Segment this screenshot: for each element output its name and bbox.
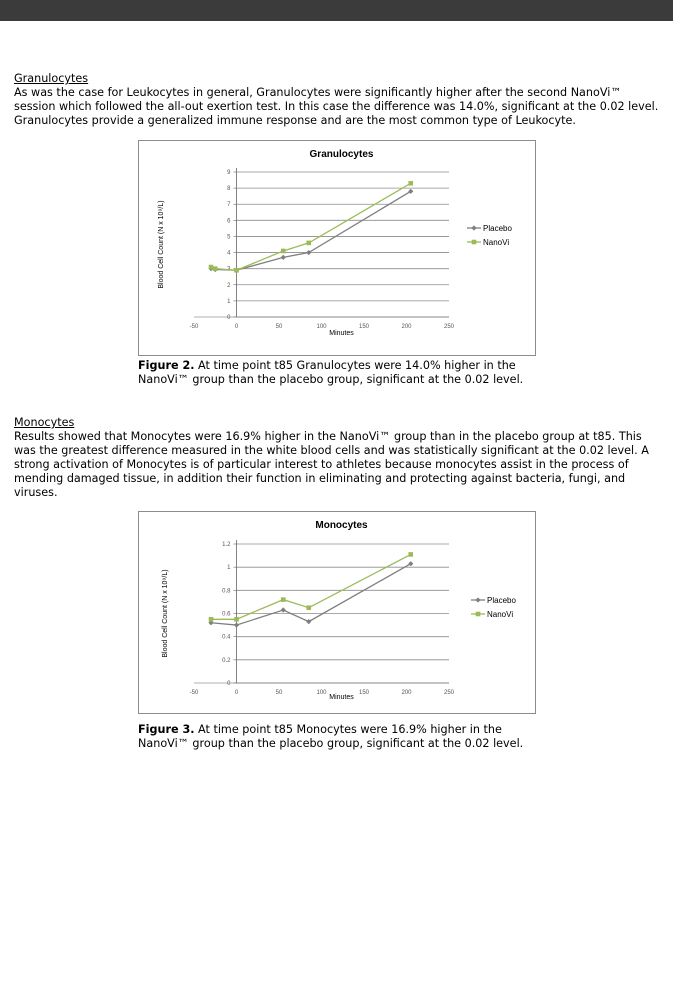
chart-title: Granulocytes bbox=[309, 149, 374, 160]
y-tick-label: 9 bbox=[227, 170, 231, 176]
granulocytes-chart bbox=[138, 140, 536, 356]
figure-2-caption bbox=[138, 359, 538, 387]
y-tick-label: 2 bbox=[227, 282, 231, 289]
y-tick-label: 0.4 bbox=[222, 634, 231, 641]
legend-label: NanoVi bbox=[487, 610, 514, 619]
caption-label: Figure 2. bbox=[138, 359, 195, 372]
x-axis-label: Minutes bbox=[329, 694, 354, 701]
section-paragraph: As was the case for Leukocytes in general, Granulocytes were significantly higher after the second NanoVi™ session which followed the all-out exertion test. In this case the difference was 14.0%, significant at the 0.02 level. Granulocytes provide a generalized immune response and are the most common type of Leukocyte. bbox=[14, 86, 659, 127]
x-tick-label: 250 bbox=[443, 690, 455, 696]
x-tick-label: 100 bbox=[316, 690, 327, 696]
y-tick-label: 5 bbox=[227, 234, 231, 241]
y-tick-label: 0 bbox=[227, 681, 231, 687]
x-tick-label: -50 bbox=[189, 324, 199, 330]
figure-3-caption bbox=[138, 723, 538, 751]
y-tick-label: 6 bbox=[227, 218, 231, 225]
x-tick-label: 0 bbox=[234, 690, 239, 696]
x-tick-label: -50 bbox=[189, 690, 199, 696]
legend-marker bbox=[472, 240, 477, 245]
x-tick-label: 150 bbox=[358, 690, 370, 696]
monocytes-chart bbox=[138, 511, 536, 714]
data-point-nanovi bbox=[213, 266, 218, 271]
data-point-placebo bbox=[281, 255, 286, 260]
granulocytes-chart-svg bbox=[139, 141, 535, 355]
series-line-placebo bbox=[211, 564, 411, 625]
caption-text: At time point t85 Granulocytes were 14.0% higher in the NanoVi™ group than the placebo group, significant at the 0.02 level. bbox=[138, 359, 524, 386]
top-bar bbox=[0, 0, 673, 21]
data-point-nanovi bbox=[281, 249, 286, 254]
y-tick-label: 8 bbox=[227, 186, 231, 193]
data-point-placebo bbox=[408, 561, 413, 566]
x-tick-label: 50 bbox=[275, 324, 283, 330]
data-point-nanovi bbox=[408, 181, 413, 186]
data-point-placebo bbox=[281, 607, 286, 612]
series-line-nanovi bbox=[211, 183, 411, 270]
x-tick-label: 100 bbox=[316, 324, 327, 330]
chart-title: Monocytes bbox=[315, 520, 368, 531]
data-point-nanovi bbox=[209, 617, 214, 622]
legend-label: Placebo bbox=[483, 224, 512, 233]
x-tick-label: 200 bbox=[401, 690, 412, 696]
data-point-nanovi bbox=[306, 241, 311, 246]
caption-text: At time point t85 Monocytes were 16.9% higher in the NanoVi™ group than the placebo group, significant at the 0.02 level. bbox=[138, 723, 524, 750]
x-tick-label: 200 bbox=[401, 324, 412, 330]
data-point-nanovi bbox=[281, 597, 286, 602]
y-tick-label: 0.8 bbox=[222, 588, 231, 595]
data-point-nanovi bbox=[209, 265, 214, 270]
x-axis-label: Minutes bbox=[329, 330, 354, 337]
y-tick-label: 0.2 bbox=[222, 657, 231, 664]
y-tick-label: 4 bbox=[227, 250, 231, 257]
monocytes-section bbox=[14, 416, 660, 500]
y-tick-label: 0.6 bbox=[222, 611, 231, 618]
y-tick-label: 0 bbox=[227, 315, 231, 321]
legend-marker bbox=[471, 225, 476, 230]
y-tick-label: 3 bbox=[227, 266, 231, 273]
monocytes-chart-svg bbox=[139, 512, 535, 713]
legend-marker bbox=[476, 612, 481, 617]
y-tick-label: 1 bbox=[227, 565, 231, 572]
x-tick-label: 0 bbox=[234, 324, 239, 330]
y-tick-label: 1 bbox=[227, 298, 231, 305]
section-paragraph: Results showed that Monocytes were 16.9% higher in the NanoVi™ group than in the placebo group at t85. This was the greatest difference measured in the white blood cells and was statistically significant at the 0.02 level. A strong activation of Monocytes is of particular interest to athletes because monocytes assist in the process of mending damaged tissue, in addition their function in eliminating and protecting against bacteria, fungi, and viruses. bbox=[14, 430, 649, 499]
data-point-nanovi bbox=[408, 552, 413, 557]
data-point-nanovi bbox=[234, 617, 239, 622]
section-heading: Granulocytes bbox=[14, 72, 89, 85]
y-tick-label: 1.2 bbox=[222, 542, 231, 548]
data-point-placebo bbox=[234, 622, 239, 627]
x-tick-label: 250 bbox=[443, 324, 455, 330]
x-tick-label: 50 bbox=[275, 690, 283, 696]
series-line-placebo bbox=[211, 191, 411, 270]
granulocytes-section bbox=[14, 72, 660, 128]
section-heading: Monocytes bbox=[14, 416, 75, 429]
y-axis-label: Blood Cell Count (N x 10⁹/L) bbox=[158, 200, 165, 289]
data-point-placebo bbox=[306, 619, 311, 624]
legend-marker bbox=[475, 597, 480, 602]
y-tick-label: 7 bbox=[227, 202, 231, 209]
y-axis-label: Blood Cell Count (N x 10⁹/L) bbox=[162, 569, 169, 658]
x-tick-label: 150 bbox=[358, 324, 370, 330]
legend-label: NanoVi bbox=[483, 238, 510, 247]
caption-label: Figure 3. bbox=[138, 723, 195, 736]
data-point-nanovi bbox=[306, 605, 311, 610]
data-point-nanovi bbox=[234, 268, 239, 273]
legend-label: Placebo bbox=[487, 596, 516, 605]
